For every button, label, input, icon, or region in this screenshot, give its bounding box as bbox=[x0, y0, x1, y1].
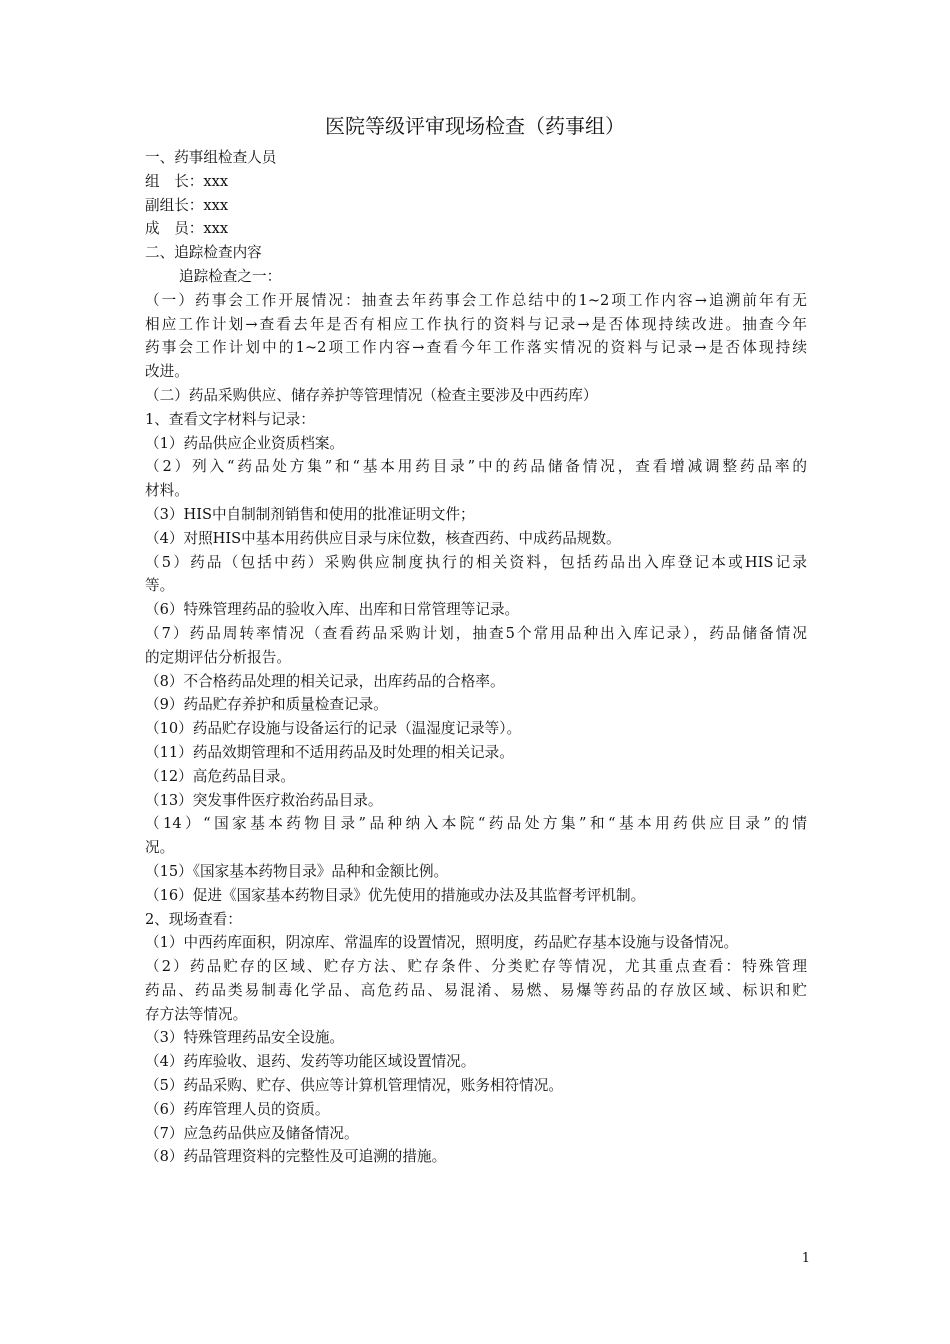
list-item: （2）药品贮存的区域、贮存方法、贮存条件、分类贮存等情况，尤其重点查看：特殊管理 bbox=[145, 958, 807, 976]
list-item: （13）突发事件医疗救治药品目录。 bbox=[145, 791, 383, 809]
list-item: （4）对照HIS中基本用药供应目录与床位数，核查西药、中成药品规数。 bbox=[145, 529, 621, 547]
list-item: （1）药品供应企业资质档案。 bbox=[145, 434, 345, 452]
list-item: （6）特殊管理药品的验收入库、出库和日常管理等记录。 bbox=[145, 601, 520, 619]
list-item: （7）应急药品供应及储备情况。 bbox=[145, 1124, 359, 1142]
list-item: 存方法等情况。 bbox=[145, 1005, 248, 1023]
list-item: 况。 bbox=[145, 839, 175, 857]
list-item: （11）药品效期管理和不适用药品及时处理的相关记录。 bbox=[145, 743, 514, 761]
list-item: （1）中西药库面积，阴凉库、常温库的设置情况，照明度，药品贮存基本设施与设备情况。 bbox=[145, 934, 739, 952]
list-item: （8）不合格药品处理的相关记录，出库药品的合格率。 bbox=[145, 672, 505, 690]
paragraph-line: 相应工作计划→查看去年是否有相应工作执行的资料与记录→是否体现持续改进。抽查今年 bbox=[145, 315, 807, 333]
list-item: （4）药库验收、退药、发药等功能区域设置情况。 bbox=[145, 1053, 476, 1071]
list-item: 材料。 bbox=[145, 482, 189, 500]
deputy-leader-line: 副组长：xxx bbox=[145, 196, 229, 214]
list-item: 等。 bbox=[145, 577, 175, 595]
list-item: （3）特殊管理药品安全设施。 bbox=[145, 1029, 345, 1047]
heading-tracking-content: 二、追踪检查内容 bbox=[145, 244, 262, 262]
paragraph-line: 药事会工作计划中的1~2项工作内容→查看今年工作落实情况的资料与记录→是否体现持续 bbox=[145, 339, 807, 357]
list-item: （8）药品管理资料的完整性及可追溯的措施。 bbox=[145, 1148, 447, 1166]
list-item: （15）《国家基本药物目录》品种和金额比例。 bbox=[145, 862, 449, 880]
section-heading-procurement: （二）药品采购供应、储存养护等管理情况（检查主要涉及中西药库） bbox=[145, 386, 598, 404]
page-number: 1 bbox=[801, 1251, 810, 1266]
member-line: 成 员：xxx bbox=[145, 220, 229, 238]
paragraph-line: （一）药事会工作开展情况：抽查去年药事会工作总结中的1~2项工作内容→追溯前年有无 bbox=[145, 291, 807, 309]
list-item: （7）药品周转率情况（查看药品采购计划，抽查5个常用品种出入库记录），药品储备情况 bbox=[145, 624, 807, 642]
subheading-onsite: 2、现场查看： bbox=[145, 910, 242, 928]
list-item: （14）“国家基本药物目录”品种纳入本院“药品处方集”和“基本用药供应目录”的情 bbox=[145, 815, 807, 833]
leader-line: 组 长：xxx bbox=[145, 172, 229, 190]
list-item: （2）列入“药品处方集”和“基本用药目录”中的药品储备情况，查看增减调整药品率的 bbox=[145, 458, 807, 476]
subheading-documents: 1、查看文字材料与记录： bbox=[145, 410, 315, 428]
list-item: （3）HIS中自制制剂销售和使用的批准证明文件； bbox=[145, 505, 475, 523]
list-item: （16）促进《国家基本药物目录》优先使用的措施或办法及其监督考评机制。 bbox=[145, 886, 646, 904]
document-body bbox=[145, 146, 807, 1169]
list-item: 的定期评估分析报告。 bbox=[145, 648, 291, 666]
list-item: 药品、药品类易制毒化学品、高危药品、易混淆、易燃、易爆等药品的存放区域、标识和贮 bbox=[145, 981, 807, 999]
list-item: （6）药库管理人员的资质。 bbox=[145, 1100, 330, 1118]
document-title: 医院等级评审现场检查（药事组） bbox=[325, 114, 625, 138]
heading-inspectors: 一、药事组检查人员 bbox=[145, 149, 277, 166]
list-item: （12）高危药品目录。 bbox=[145, 767, 295, 785]
paragraph-line: 改进。 bbox=[145, 363, 189, 381]
list-item: （9）药品贮存养护和质量检查记录。 bbox=[145, 696, 388, 714]
list-item: （10）药品贮存设施与设备运行的记录（温湿度记录等）。 bbox=[145, 720, 522, 738]
list-item: （5）药品（包括中药）采购供应制度执行的相关资料，包括药品出入库登记本或HIS记录 bbox=[145, 553, 807, 571]
tracking-check-one: 追踪检查之一： bbox=[179, 267, 282, 285]
list-item: （5）药品采购、贮存、供应等计算机管理情况，账务相符情况。 bbox=[145, 1077, 563, 1095]
